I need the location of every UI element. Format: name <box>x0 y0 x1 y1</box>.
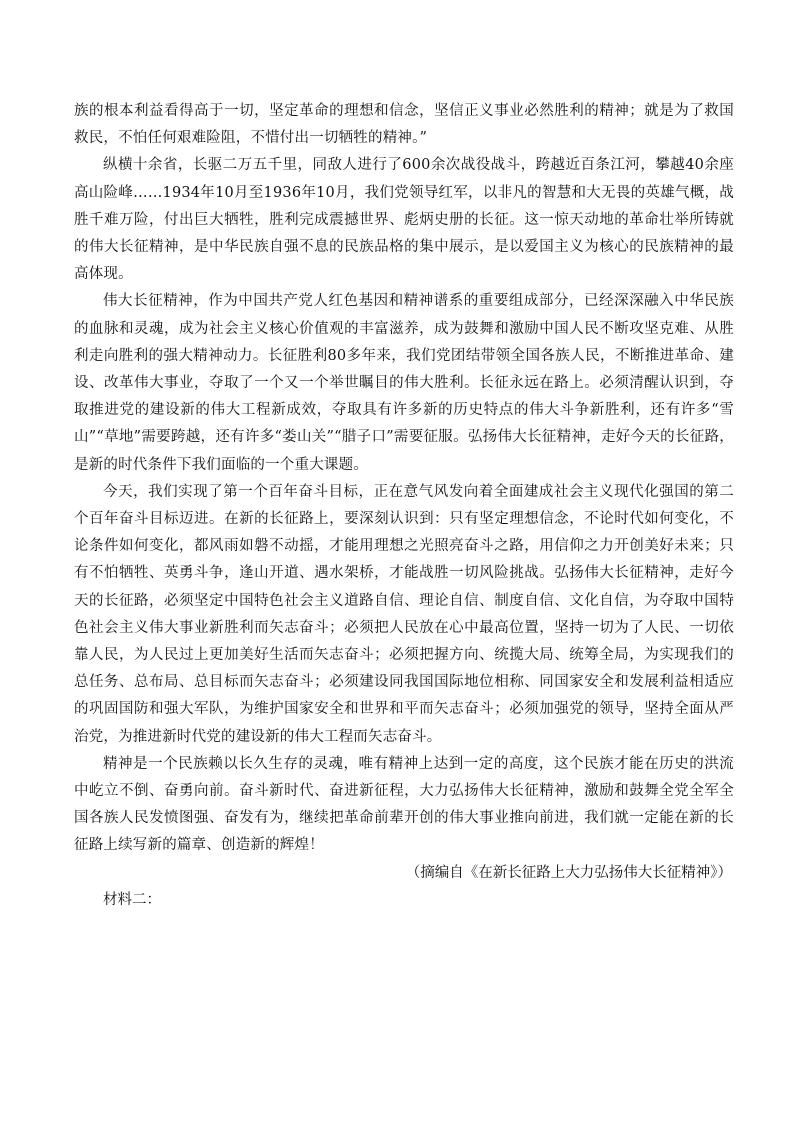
paragraph-long-march-spirit: 伟大长征精神，作为中国共产党人红色基因和精神谱系的重要组成部分，已经深深融入中华民族的血脉和灵魂，成为社会主义核心价值观的丰富滋养，成为鼓舞和激励中国人民不断攻坚克难、从胜利走向胜利的强大精神动力。长征胜利80多年来，我们党团结带领全国各族人民，不断推进革命、建设、改革伟大事业，夺取了一个又一个举世瞩目的伟大胜利。长征永远在路上。必须清醒认识到，夺取推进党的建设新的伟大工程新成效，夺取具有许多新的历史特点的伟大斗争新胜利，还有许多“雪山”“草地”需要跨越，还有许多“娄山关”“腊子口”需要征服。弘扬伟大长征精神，走好今天的长征路，是新的时代条件下我们面临的一个重大课题。 <box>74 293 734 473</box>
paragraph-conclusion: 精神是一个民族赖以长久生存的灵魂，唯有精神上达到一定的高度，这个民族才能在历史的洪流中屹立不倒、奋勇向前。奋斗新时代、奋进新征程，大力弘扬伟大长征精神，激励和鼓舞全党全军全国各族人民发愤图强、奋发有为，继续把革命前辈开创的伟大事业推向前进，我们就一定能在新的长征路上续写新的篇章、创造新的辉煌！ <box>74 755 734 854</box>
paragraph-continuation: 族的根本利益看得高于一切，坚定革命的理想和信念，坚信正义事业必然胜利的精神；就是为了救国救民，不怕任何艰难险阻，不惜付出一切牺牲的精神。” <box>74 103 734 147</box>
material-two-label: 材料二： <box>103 891 161 908</box>
paragraph-long-march-history: 纵横十余省，长驱二万五千里，同敌人进行了600余次战役战斗，跨越近百条江河，攀越40余座高山险峰……1934年10月至1936年10月，我们党领导红军，以非凡的智慧和大无畏的英雄气概，战胜千难万险，付出巨大牺牲，胜利完成震撼世界、彪炳史册的长征。这一惊天动地的革命壮举所铸就的伟大长征精神，是中华民族自强不息的民族品格的集中展示，是以爱国主义为核心的民族精神的最高体现。 <box>74 157 734 283</box>
source-citation: （摘编自《在新长征路上大力弘扬伟大长征精神》） <box>405 864 732 881</box>
document-page <box>74 98 734 914</box>
paragraph-new-journey: 今天，我们实现了第一个百年奋斗目标，正在意气风发向着全面建成社会主义现代化强国的第二个百年奋斗目标迈进。在新的长征路上，要深刻认识到：只有坚定理想信念，不论时代如何变化，不论条件如何变化，都风雨如磐不动摇，才能用理想之光照亮奋斗之路，用信仰之力开创美好未来；只有不怕牺牲、英勇斗争，逢山开道、遇水架桥，才能战胜一切风险挑战。弘扬伟大长征精神，走好今天的长征路，必须坚定中国特色社会主义道路自信、理论自信、制度自信、文化自信，为夺取中国特色社会主义伟大事业新胜利而矢志奋斗；必须把人民放在心中最高位置，坚持一切为了人民、一切依靠人民，为人民过上更加美好生活而矢志奋斗；必须把握方向、统揽大局、统筹全局，为实现我们的总任务、总布局、总目标而矢志奋斗；必须建设同我国国际地位相称、同国家安全和发展利益相适应的巩固国防和强大军队，为维护国家安全和世界和平而矢志奋斗；必须加强党的领导，坚持全面从严治党，为推进新时代党的建设新的伟大工程而矢志奋斗。 <box>74 483 734 745</box>
